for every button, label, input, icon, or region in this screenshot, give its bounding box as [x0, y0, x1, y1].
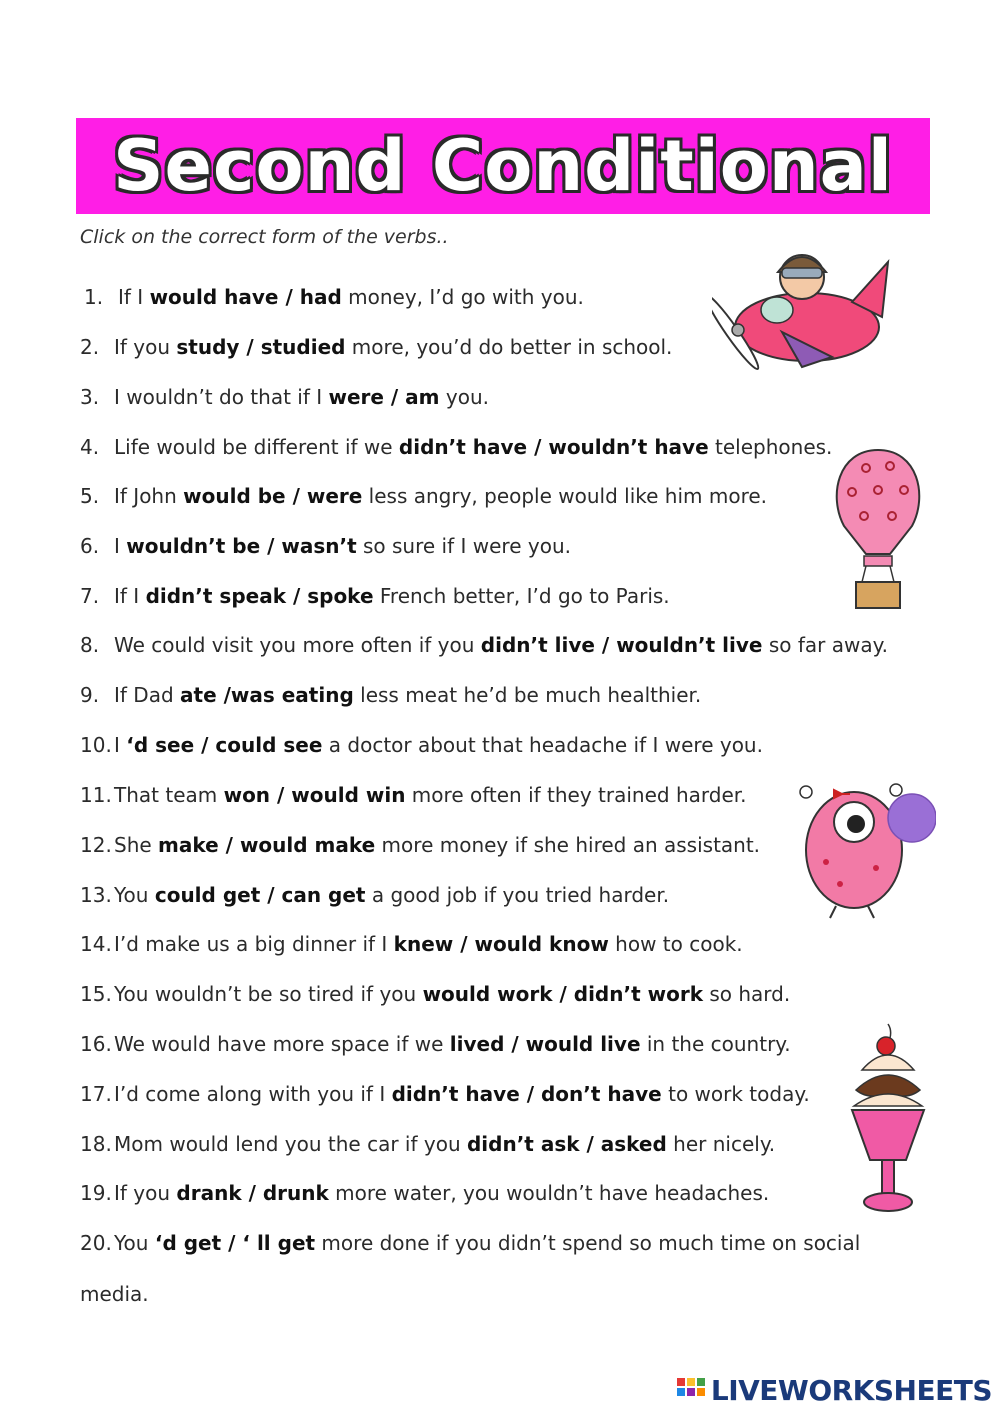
verb-options[interactable]: won / would win: [223, 783, 406, 807]
sundae-illustration: [848, 1020, 928, 1216]
verb-options[interactable]: ‘d see / could see: [126, 733, 323, 757]
verb-options[interactable]: drank / drunk: [176, 1181, 329, 1205]
monster-illustration: [796, 772, 936, 922]
item-text: You: [114, 1231, 155, 1255]
item-text: a doctor about that headache if I were you.: [322, 733, 763, 757]
list-item: [80, 435, 832, 459]
item-text: If I: [114, 584, 146, 608]
list-item: [80, 883, 669, 907]
item-text: If you: [114, 1181, 177, 1205]
item-number: 19.: [80, 1181, 112, 1205]
item-text: I: [114, 733, 127, 757]
item-text: You wouldn’t be so tired if you: [114, 982, 423, 1006]
verb-options[interactable]: ate /was eating: [180, 683, 354, 707]
item-text: less meat he’d be much healthier.: [353, 683, 702, 707]
item-text: Life would be different if we: [114, 435, 399, 459]
list-item: [80, 584, 670, 608]
title-banner: [76, 118, 930, 214]
item-text: She: [114, 833, 159, 857]
item-number: 11.: [80, 783, 112, 807]
verb-options[interactable]: were / am: [328, 385, 440, 409]
item-text: more done if you didn’t spend so much time on social: [315, 1231, 861, 1255]
list-item: [80, 385, 489, 409]
verb-options[interactable]: knew / would know: [393, 932, 609, 956]
item-text: how to cook.: [608, 932, 743, 956]
item-text: her nicely.: [666, 1132, 776, 1156]
item-number: 15.: [80, 982, 112, 1006]
item-number: 12.: [80, 833, 112, 857]
list-item: [80, 1181, 769, 1205]
item-number: 9.: [80, 683, 100, 707]
item-text: in the country.: [640, 1032, 791, 1056]
list-item: [80, 335, 672, 359]
balloon-illustration: [828, 446, 928, 612]
item-text: I’d come along with you if I: [114, 1082, 392, 1106]
list-item: [80, 932, 743, 956]
list-item: [80, 1082, 810, 1106]
verb-options[interactable]: didn’t live / wouldn’t live: [480, 633, 763, 657]
verb-options[interactable]: didn’t speak / spoke: [145, 584, 374, 608]
item-number: 20.: [80, 1231, 112, 1255]
verb-options[interactable]: make / would make: [158, 833, 376, 857]
liveworksheets-icon: [677, 1378, 707, 1404]
item-text: more money if she hired an assistant.: [375, 833, 761, 857]
list-item: [80, 1132, 775, 1156]
item-number: 8.: [80, 633, 100, 657]
item-text: Mom would lend you the car if you: [114, 1132, 467, 1156]
list-item: [80, 683, 701, 707]
item-text: so sure if I were you.: [356, 534, 571, 558]
list-item: [80, 633, 888, 657]
item-number: 2.: [80, 335, 100, 359]
verb-options[interactable]: would be / were: [183, 484, 363, 508]
airplane-illustration: [712, 232, 892, 382]
item-text: more often if they trained harder.: [405, 783, 747, 807]
list-item: [84, 285, 584, 309]
item-number: 17.: [80, 1082, 112, 1106]
item-text: I wouldn’t do that if I: [114, 385, 329, 409]
list-item: [80, 484, 767, 508]
item-text: We could visit you more often if you: [114, 633, 481, 657]
item-text: money, I’d go with you.: [341, 285, 584, 309]
item-text: If John: [114, 484, 184, 508]
item-text: French better, I’d go to Paris.: [373, 584, 670, 608]
verb-options[interactable]: could get / can get: [154, 883, 366, 907]
item-text: to work today.: [661, 1082, 810, 1106]
verb-options[interactable]: study / studied: [176, 335, 346, 359]
item-number: 6.: [80, 534, 100, 558]
item-text: If you: [114, 335, 177, 359]
item-text: If Dad: [114, 683, 181, 707]
item-text: more water, you wouldn’t have headaches.: [328, 1181, 770, 1205]
item-text: less angry, people would like him more.: [362, 484, 768, 508]
item-number: 18.: [80, 1132, 112, 1156]
item-text: a good job if you tried harder.: [365, 883, 670, 907]
verb-options[interactable]: didn’t have / don’t have: [391, 1082, 662, 1106]
item-number: 16.: [80, 1032, 112, 1056]
item-text: so hard.: [703, 982, 791, 1006]
verb-options[interactable]: would work / didn’t work: [422, 982, 703, 1006]
item-text: I: [114, 534, 127, 558]
instruction-text: Click on the correct form of the verbs..: [80, 226, 449, 248]
verb-options[interactable]: would have / had: [149, 285, 342, 309]
item-number: 5.: [80, 484, 100, 508]
item-text: you.: [439, 385, 489, 409]
verb-options[interactable]: didn’t ask / asked: [466, 1132, 667, 1156]
page-title: Second Conditional: [113, 125, 893, 207]
list-item: [80, 1231, 860, 1255]
brand-logo: [677, 1374, 992, 1407]
item-number: 4.: [80, 435, 100, 459]
list-item: [80, 534, 571, 558]
list-item: [80, 783, 747, 807]
list-item-continuation: media.: [80, 1282, 149, 1306]
item-text: That team: [114, 783, 224, 807]
item-number: 1.: [84, 285, 104, 309]
item-number: 10.: [80, 733, 112, 757]
item-text: You: [114, 883, 155, 907]
verb-options[interactable]: didn’t have / wouldn’t have: [398, 435, 709, 459]
item-text: We would have more space if we: [114, 1032, 450, 1056]
verb-options[interactable]: ‘d get / ‘ ll get: [154, 1231, 316, 1255]
list-item: [80, 1032, 791, 1056]
verb-options[interactable]: lived / would live: [449, 1032, 641, 1056]
list-item: [80, 833, 760, 857]
item-text: more, you’d do better in school.: [345, 335, 673, 359]
item-number: 7.: [80, 584, 100, 608]
list-item: [80, 982, 790, 1006]
brand-name: LIVEWORKSHEETS: [710, 1374, 992, 1407]
list-item: [80, 733, 763, 757]
item-text: If I: [118, 285, 150, 309]
verb-options[interactable]: wouldn’t be / wasn’t: [126, 534, 357, 558]
item-number: 13.: [80, 883, 112, 907]
item-text: telephones.: [708, 435, 833, 459]
item-text: so far away.: [762, 633, 888, 657]
item-number: 3.: [80, 385, 100, 409]
item-number: 14.: [80, 932, 112, 956]
item-text: I’d make us a big dinner if I: [114, 932, 394, 956]
